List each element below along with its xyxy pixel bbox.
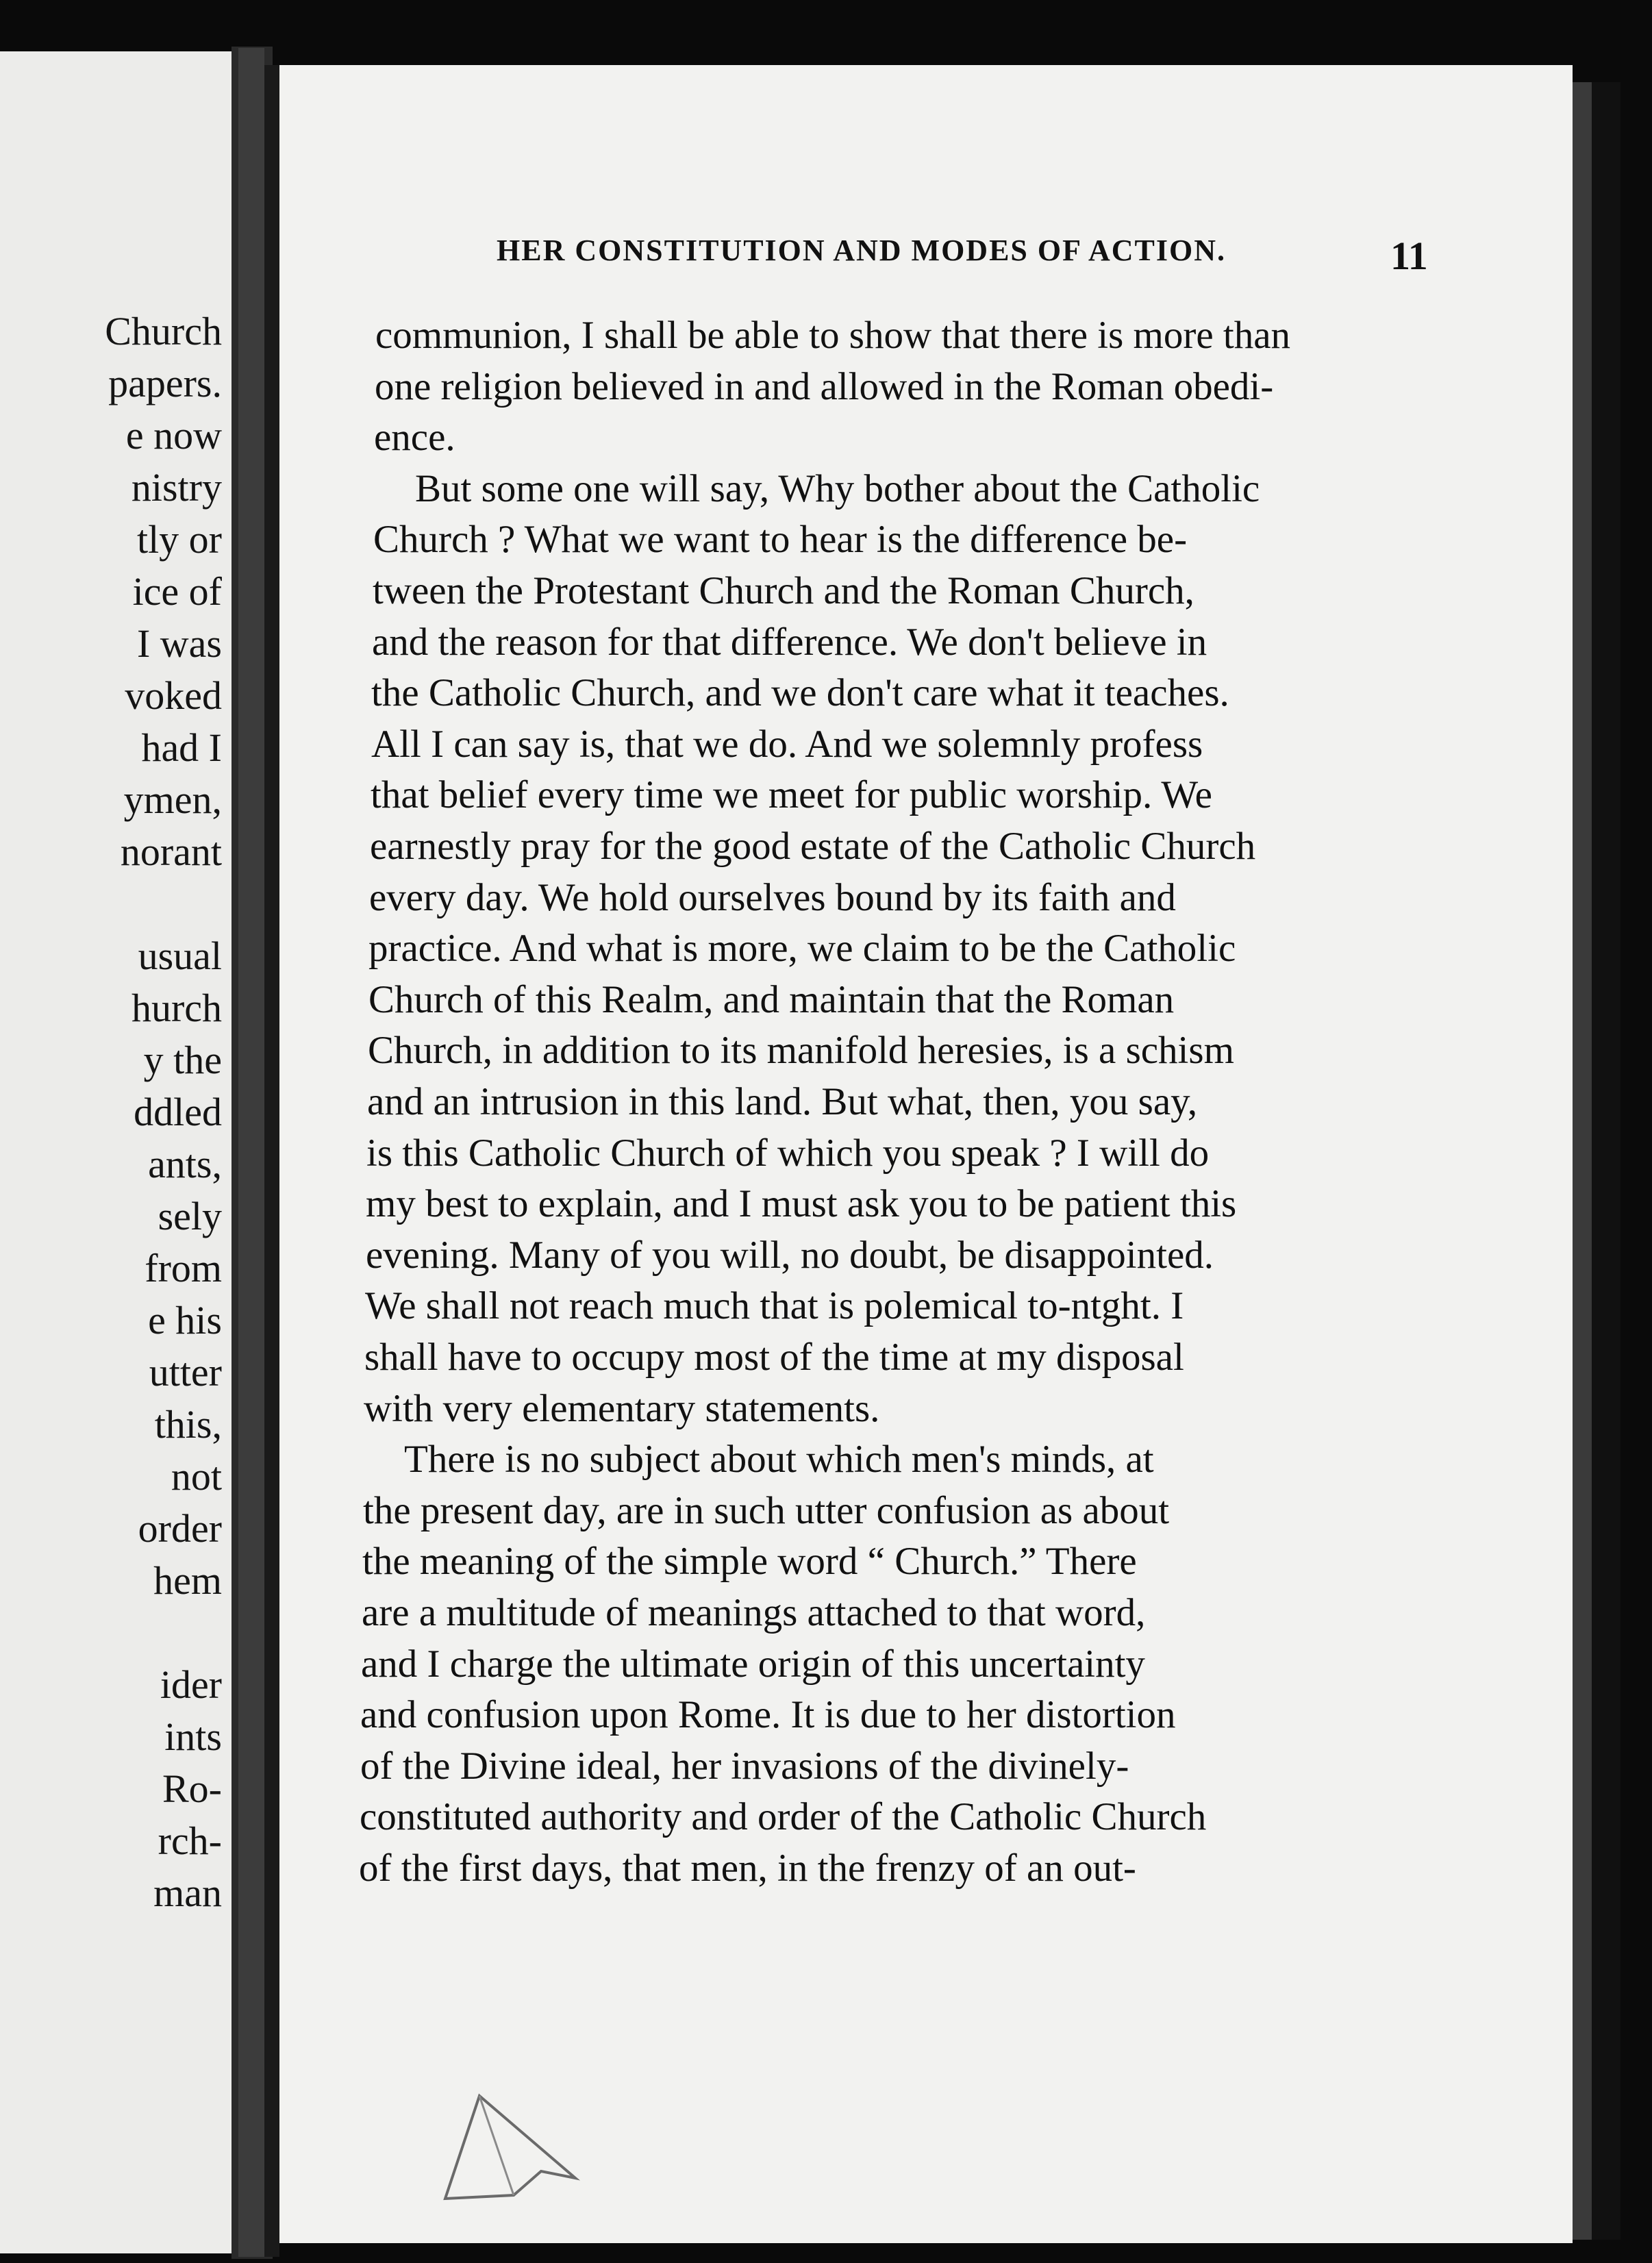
body-line: But some one will say, Why bother about the Catholic (415, 466, 1260, 510)
left-page-line: nistry (131, 465, 222, 510)
left-page-line: tly or (136, 517, 222, 562)
left-page-line: this, (154, 1402, 222, 1447)
body-line: We shall not reach much that is polemical to-ntght. I (365, 1284, 1184, 1328)
body-line: shall have to occupy most of the time at my disposal (364, 1336, 1184, 1379)
fold-mark (438, 2068, 603, 2205)
left-page-line: papers. (108, 361, 222, 405)
body-line: All I can say is, that we do. And we solemnly profess (371, 722, 1203, 766)
left-page-line: ider (160, 1662, 222, 1707)
left-page-line: rch- (158, 1818, 222, 1863)
body-line: my best to explain, and I must ask you to be patient this (366, 1182, 1237, 1226)
body-line: Church, in addition to its manifold heresies, is a schism (368, 1029, 1234, 1073)
left-page-line: man (153, 1871, 222, 1915)
left-page-line: Church (105, 309, 222, 353)
left-page-line: utter (149, 1350, 222, 1395)
body-line: ence. (374, 416, 455, 460)
left-page-line: e now (125, 413, 222, 458)
running-head: HER CONSTITUTION AND MODES OF ACTION. (497, 234, 1226, 267)
left-page-line: order (138, 1506, 222, 1551)
left-page-line: Ro- (162, 1766, 222, 1811)
body-line: of the first days, that men, in the frenzy of an out- (359, 1847, 1136, 1890)
left-page-line: usual (138, 934, 222, 978)
body-line: is this Catholic Church of which you speak ? I will do (366, 1131, 1210, 1175)
left-page-line: sely (158, 1194, 222, 1238)
body-line: evening. Many of you will, no doubt, be disappointed. (366, 1233, 1214, 1277)
body-line: Church of this Realm, and maintain that the Roman (368, 977, 1175, 1021)
left-page-line: ddled (134, 1090, 222, 1134)
body-line: Church ? What we want to hear is the difference be- (373, 518, 1188, 562)
left-page-line: had I (141, 725, 222, 770)
body-line: constituted authority and order of the Catholic Church (360, 1795, 1207, 1839)
left-page-line: not (171, 1454, 222, 1499)
body-line: and confusion upon Rome. It is due to her distortion (360, 1693, 1176, 1737)
body-line: the present day, are in such utter confusion as about (363, 1488, 1170, 1532)
body-line: the meaning of the simple word “ Church.” There (362, 1540, 1137, 1584)
left-page-line: e his (148, 1298, 222, 1342)
left-page-line: voked (125, 673, 222, 718)
left-page (0, 51, 231, 2253)
left-page-line: ints (164, 1714, 222, 1759)
body-line: are a multitude of meanings attached to that word, (362, 1591, 1146, 1634)
page-number: 11 (1390, 234, 1428, 278)
body-line: of the Divine ideal, her invasions of the divinely- (360, 1744, 1129, 1788)
body-line: communion, I shall be able to show that there is more than (375, 314, 1291, 357)
body-line: tween the Protestant Church and the Roman Church, (373, 569, 1194, 612)
body-line: the Catholic Church, and we don't care what it teaches. (371, 671, 1229, 715)
body-line: There is no subject about which men's minds, at (404, 1438, 1154, 1481)
body-line: and I charge the ultimate origin of this uncertainty (361, 1642, 1145, 1686)
left-page-line: ants, (148, 1142, 222, 1186)
gutter-shadow (238, 48, 264, 2257)
body-line: that belief every time we meet for public worship. We (371, 773, 1212, 817)
left-page-line: hurch (131, 986, 222, 1030)
page-edge-shadow (1573, 82, 1592, 2240)
left-page-line: norant (120, 829, 222, 874)
body-line: one religion believed in and allowed in the Roman obedi- (375, 364, 1274, 408)
body-line: and the reason for that difference. We don't believe in (372, 620, 1207, 664)
body-line: and an intrusion in this land. But what, then, you say, (367, 1080, 1198, 1123)
left-page-line: ymen, (123, 777, 222, 822)
body-line: earnestly pray for the good estate of the Catholic Church (370, 825, 1256, 868)
body-line: practice. And what is more, we claim to be the Catholic (368, 927, 1236, 971)
body-line: with very elementary statements. (364, 1386, 880, 1430)
spine-edge (264, 65, 279, 2257)
left-page-line: from (145, 1246, 222, 1290)
left-page-line: y the (143, 1038, 222, 1082)
left-page-line: I was (136, 621, 222, 666)
left-page-line: hem (153, 1558, 222, 1603)
body-line: every day. We hold ourselves bound by its faith and (369, 875, 1176, 919)
left-page-line: ice of (132, 569, 222, 614)
